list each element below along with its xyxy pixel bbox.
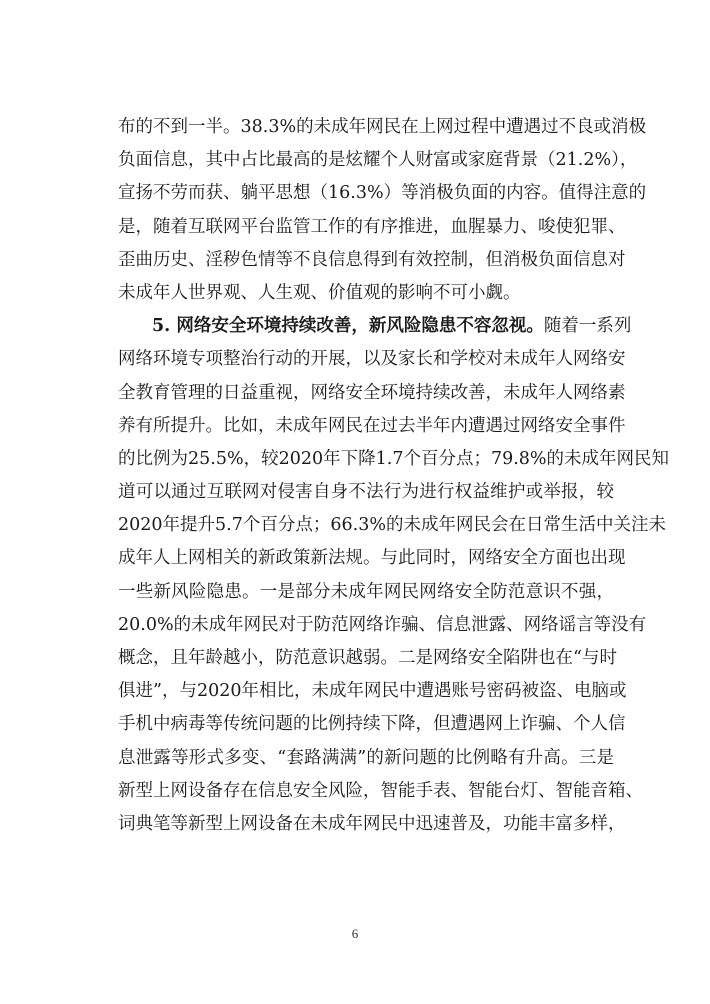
text-line: 概念，且年龄越小，防范意识越弱。二是网络安全陷阱也在“与时	[118, 648, 617, 668]
text-line: 的比例为25.5%，较2020年下降1.7个百分点；79.8%的未成年网民知	[118, 448, 670, 469]
text-line: 未成年人世界观、人生观、价值观的影响不可小觑。	[118, 282, 521, 303]
text-line: 手机中病毒等传统问题的比例持续下降，但遭遇网上诈骗、个人信	[118, 714, 626, 735]
text-line: 一些新风险隐患。一是部分未成年网民网络安全防范意识不强，	[118, 581, 614, 602]
text-line: 负面信息，其中占比最高的是炫耀个人财富或家庭背景（21.2%），	[118, 150, 638, 171]
text-line: 新型上网设备存在信息安全风险，智能手表、智能台灯、智能音箱、	[118, 780, 643, 801]
text-line: 布的不到一半。38.3%的未成年网民在上网过程中遭遇过不良或消极	[118, 117, 647, 137]
text-line: 全教育管理的日益重视，网络安全环境持续改善，未成年人网络素	[118, 382, 626, 403]
body-text	[118, 111, 670, 841]
text-line: 成年人上网相关的新政策新法规。与此同时，网络安全方面也出现	[118, 548, 626, 569]
section-heading-line	[118, 310, 632, 343]
text-line: 俱进”，与2020年相比，未成年网民中遭遇账号密码被盗、电脑或	[118, 681, 627, 702]
page-number: 6	[351, 926, 359, 941]
text-line: 歪曲历史、淫秽色情等不良信息得到有效控制，但消极负面信息对	[118, 249, 626, 270]
section-heading: 5. 网络安全环境持续改善，新风险隐患不容忽视。	[152, 316, 544, 337]
text-line: 2020年提升5.7个百分点；66.3%的未成年网民会在日常生活中关注未	[118, 515, 666, 536]
text-line: 道可以通过互联网对侵害自身不法行为进行权益维护或举报，较	[118, 482, 614, 503]
text-line: 养有所提升。比如，未成年网民在过去半年内遭遇过网络安全事件	[118, 415, 626, 436]
text-line: 息泄露等形式多变、“套路满满”的新问题的比例略有升高。三是	[118, 747, 614, 768]
text-run: 随着一系列	[543, 316, 632, 337]
text-line: 网络环境专项整治行动的开展，以及家长和学校对未成年人网络安	[118, 349, 626, 370]
text-line: 宣扬不劳而获、躺平思想（16.3%）等消极负面的内容。值得注意的	[118, 183, 647, 204]
text-line: 20.0%的未成年网民对于防范网络诈骗、信息泄露、网络谣言等没有	[118, 614, 647, 635]
text-line: 是，随着互联网平台监管工作的有序推进，血腥暴力、唆使犯罪、	[118, 216, 626, 237]
text-line: 词典笔等新型上网设备在未成年网民中迅速普及，功能丰富多样，	[118, 813, 626, 834]
